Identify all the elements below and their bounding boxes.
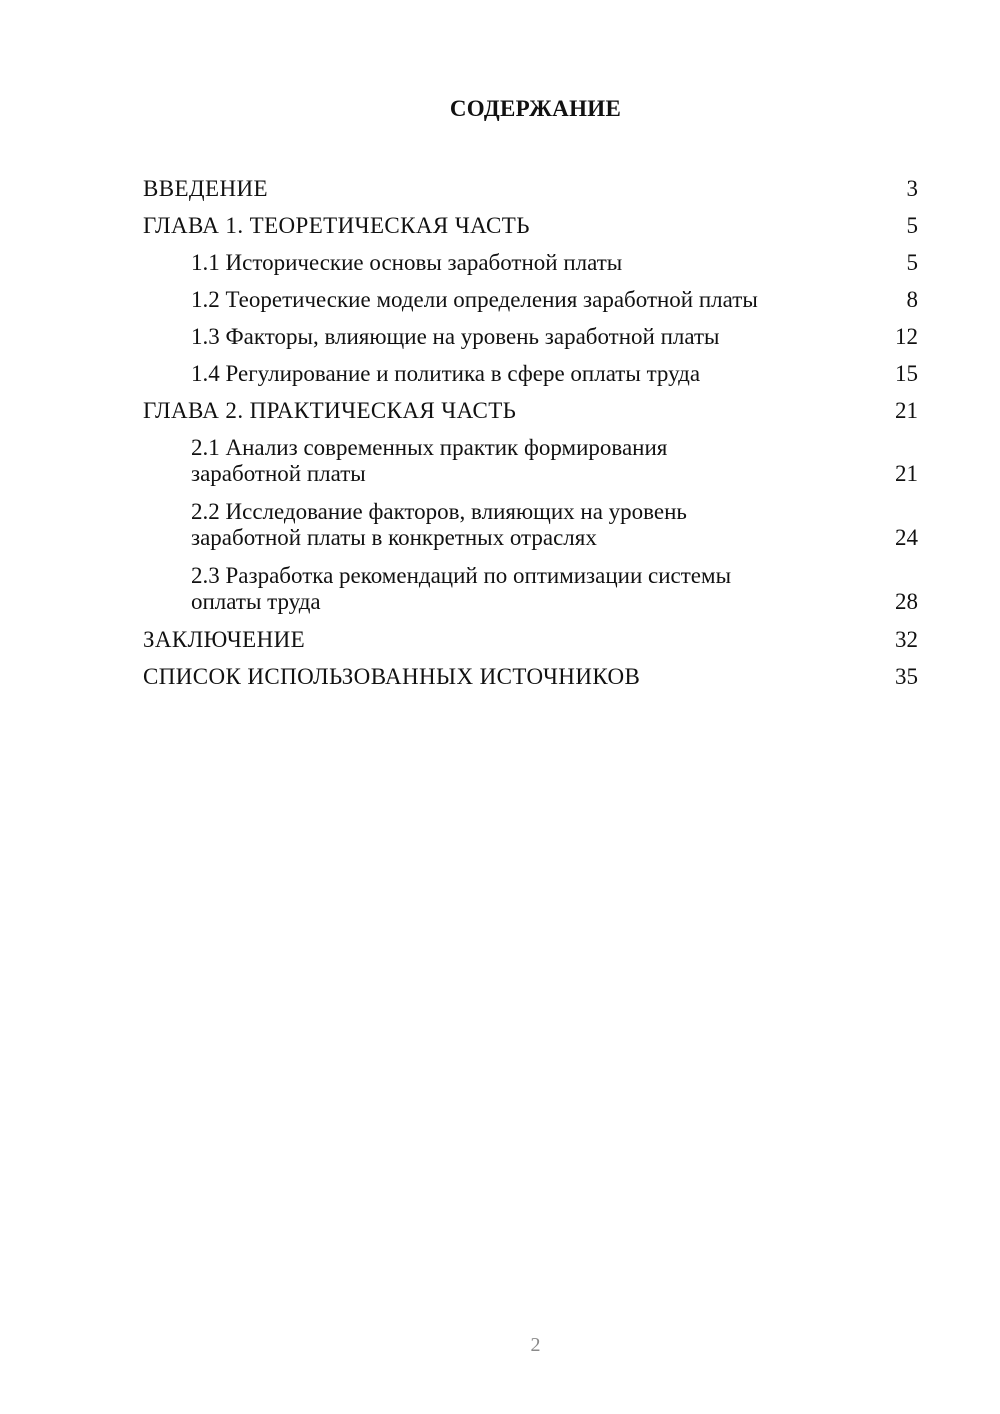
toc-entry-label: 1.1 Исторические основы заработной платы bbox=[191, 249, 623, 275]
toc-entry-chapter-1[interactable] bbox=[143, 207, 918, 244]
toc-entry-section-1-1[interactable] bbox=[143, 244, 918, 281]
toc-entry-label: СПИСОК ИСПОЛЬЗОВАННЫХ ИСТОЧНИКОВ bbox=[143, 663, 641, 689]
toc-entry-page: 8 bbox=[906, 286, 918, 312]
toc-entry-chapter-2[interactable] bbox=[143, 392, 918, 429]
toc-entry-introduction[interactable] bbox=[143, 170, 918, 207]
toc-entry-label: ГЛАВА 1. ТЕОРЕТИЧЕСКАЯ ЧАСТЬ bbox=[143, 212, 530, 238]
toc-entry-page: 12 bbox=[895, 323, 918, 349]
toc-entry-page: 15 bbox=[895, 360, 918, 386]
toc-entry-label: 1.3 Факторы, влияющие на уровень заработной платы bbox=[191, 323, 720, 349]
toc-entry-section-2-1[interactable] bbox=[143, 429, 918, 493]
toc-entry-references[interactable] bbox=[143, 658, 918, 695]
toc-entry-section-1-4[interactable] bbox=[143, 355, 918, 392]
toc-entry-label: 2.1 Анализ современных практик формирования заработной платы bbox=[191, 435, 668, 486]
toc-entry-section-2-3[interactable] bbox=[143, 557, 918, 621]
page-number: 2 bbox=[530, 1334, 541, 1356]
toc-entry-label: 2.3 Разработка рекомендаций по оптимизации системы оплаты труда bbox=[191, 563, 732, 614]
toc-entry-page: 21 bbox=[895, 397, 918, 423]
page-title: СОДЕРЖАНИЕ bbox=[449, 96, 622, 121]
toc-entry-page: 32 bbox=[895, 626, 918, 652]
toc-entry-label: ГЛАВА 2. ПРАКТИЧЕСКАЯ ЧАСТЬ bbox=[143, 397, 517, 423]
table-of-contents bbox=[143, 170, 918, 695]
toc-entry-section-1-2[interactable] bbox=[143, 281, 918, 318]
toc-entry-label: 2.2 Исследование факторов, влияющих на уровень заработной платы в конкретных отраслях bbox=[191, 499, 687, 550]
toc-entry-page: 35 bbox=[895, 663, 918, 689]
toc-entry-conclusion[interactable] bbox=[143, 621, 918, 658]
toc-entry-page: 28 bbox=[895, 589, 918, 614]
toc-entry-label: 1.2 Теоретические модели определения заработной платы bbox=[191, 286, 758, 312]
toc-entry-section-2-2[interactable] bbox=[143, 493, 918, 557]
toc-entry-page: 5 bbox=[906, 249, 918, 275]
toc-entry-label: ВВЕДЕНИЕ bbox=[143, 175, 268, 201]
toc-entry-label: ЗАКЛЮЧЕНИЕ bbox=[143, 626, 306, 652]
toc-entry-section-1-3[interactable] bbox=[143, 318, 918, 355]
toc-entry-label: 1.4 Регулирование и политика в сфере оплаты труда bbox=[191, 360, 701, 386]
toc-entry-page: 3 bbox=[906, 175, 918, 201]
toc-entry-page: 21 bbox=[895, 461, 918, 486]
toc-entry-page: 5 bbox=[906, 212, 918, 238]
toc-entry-page: 24 bbox=[895, 525, 918, 550]
